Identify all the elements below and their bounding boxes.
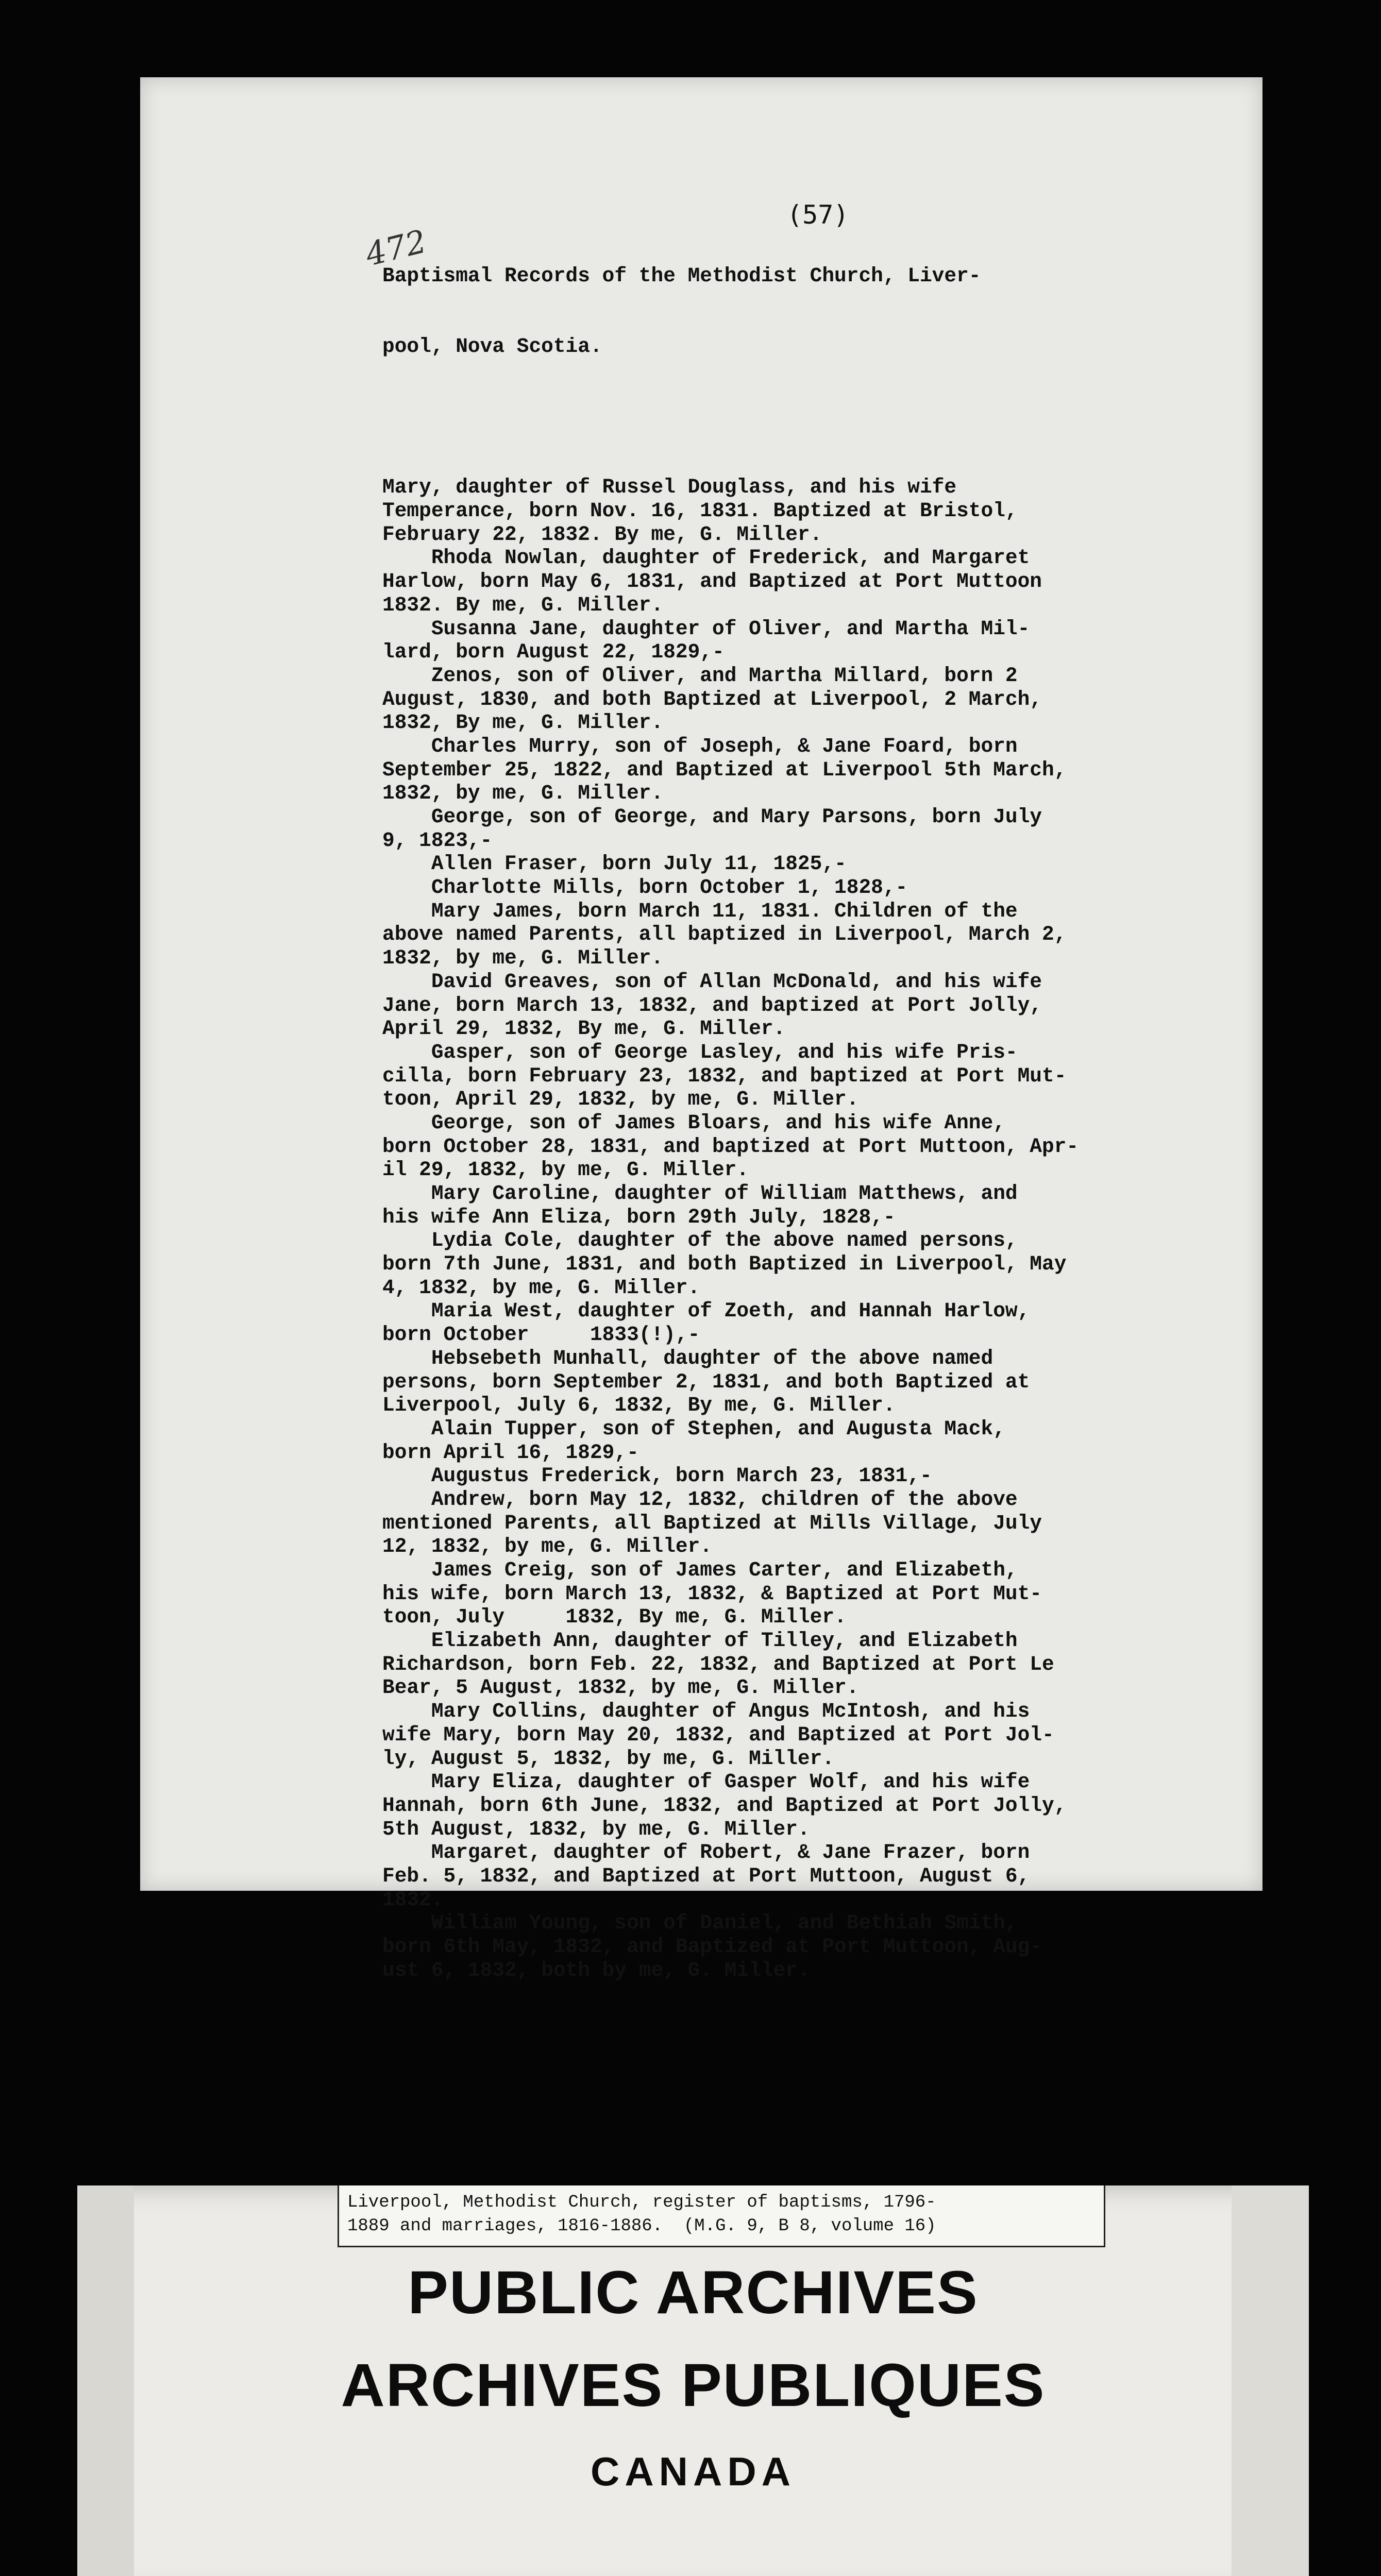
document-title: [382, 217, 1197, 405]
record-line: 9, 1823,-: [382, 828, 493, 852]
title-line: Baptismal Records of the Methodist Church, Liver-: [382, 264, 981, 287]
archives-name-french: ARCHIVES PUBLIQUES: [341, 2351, 1046, 2419]
archives-label: [77, 2185, 1309, 2576]
record-line: lard, born August 22, 1829,-: [382, 640, 725, 664]
record-line: Lydia Cole, daughter of the above named persons,: [382, 1229, 1018, 1252]
record-body: [382, 476, 1197, 1982]
record-line: George, son of George, and Mary Parsons, born July: [382, 805, 1042, 829]
record-line: 1832.: [382, 1888, 444, 1911]
record-line: Zenos, son of Oliver, and Martha Millard, born 2: [382, 664, 1018, 687]
record-line: Gasper, son of George Lasley, and his wife Pris-: [382, 1040, 1018, 1064]
record-line: Liverpool, July 6, 1832, By me, G. Miller.: [382, 1394, 896, 1417]
record-line: born April 16, 1829,-: [382, 1440, 639, 1464]
citation-line: Liverpool, Methodist Church, register of baptisms, 1796-: [347, 2193, 936, 2212]
record-line: Maria West, daughter of Zoeth, and Hannah Harlow,: [382, 1299, 1030, 1323]
record-line: born October 28, 1831, and baptized at Port Muttoon, Apr-: [382, 1134, 1079, 1158]
record-line: 1832. By me, G. Miller.: [382, 593, 664, 617]
record-line: 12, 1832, by me, G. Miller.: [382, 1535, 713, 1558]
page-number: (57): [787, 200, 849, 230]
title-line: pool, Nova Scotia.: [382, 334, 602, 358]
record-line: mentioned Parents, all Baptized at Mills Village, July: [382, 1511, 1042, 1535]
citation-line: 1889 and marriages, 1816-1886. (M.G. 9, B 8, volume 16): [347, 2216, 936, 2236]
record-line: 5th August, 1832, by me, G. Miller.: [382, 1817, 810, 1841]
record-line: William Young, son of Daniel, and Bethiah Smith,: [382, 1911, 1018, 1935]
record-line: Jane, born March 13, 1832, and baptized at Port Jolly,: [382, 993, 1042, 1017]
record-line: cilla, born February 23, 1832, and baptized at Port Mut-: [382, 1064, 1067, 1088]
record-line: persons, born September 2, 1831, and both Baptized at: [382, 1370, 1030, 1394]
handwritten-page-number: 472: [362, 222, 430, 274]
record-line: born 7th June, 1831, and both Baptized in Liverpool, May: [382, 1252, 1067, 1276]
record-line: Alain Tupper, son of Stephen, and Augusta Mack,: [382, 1417, 1005, 1440]
record-line: James Creig, son of James Carter, and Elizabeth,: [382, 1558, 1018, 1582]
record-line: Elizabeth Ann, daughter of Tilley, and Elizabeth: [382, 1629, 1018, 1653]
record-line: Susanna Jane, daughter of Oliver, and Martha Mil-: [382, 617, 1030, 640]
record-line: Mary Caroline, daughter of William Matthews, and: [382, 1182, 1018, 1206]
record-line: 1832, By me, G. Miller.: [382, 711, 664, 735]
record-line: toon, July 1832, By me, G. Miller.: [382, 1605, 847, 1629]
record-line: born 6th May, 1832, and Baptized at Port Muttoon, Aug-: [382, 1935, 1042, 1959]
citation-slip: [338, 2185, 1105, 2247]
record-line: April 29, 1832, By me, G. Miller.: [382, 1017, 786, 1041]
record-line: Mary, daughter of Russel Douglass, and his wife: [382, 476, 957, 499]
record-line: born October 1833(!),-: [382, 1323, 700, 1347]
record-line: his wife Ann Eliza, born 29th July, 1828,-: [382, 1205, 896, 1229]
record-line: Temperance, born Nov. 16, 1831. Baptized at Bristol,: [382, 499, 1018, 523]
record-line: Harlow, born May 6, 1831, and Baptized at Port Muttoon: [382, 570, 1042, 594]
record-line: Bear, 5 August, 1832, by me, G. Miller.: [382, 1676, 859, 1700]
record-line: wife Mary, born May 20, 1832, and Baptized at Port Jol-: [382, 1723, 1054, 1747]
record-line: Hebsebeth Munhall, daughter of the above named: [382, 1346, 993, 1370]
archives-name-english: PUBLIC ARCHIVES: [408, 2259, 979, 2327]
record-line: Augustus Frederick, born March 23, 1831,-: [382, 1464, 932, 1488]
record-line: toon, April 29, 1832, by me, G. Miller.: [382, 1088, 859, 1111]
record-line: 1832, by me, G. Miller.: [382, 782, 664, 805]
record-line: above named Parents, all baptized in Liverpool, March 2,: [382, 923, 1067, 946]
record-line: 4, 1832, by me, G. Miller.: [382, 1276, 700, 1299]
record-line: 1832, by me, G. Miller.: [382, 946, 664, 970]
record-line: Hannah, born 6th June, 1832, and Baptized at Port Jolly,: [382, 1793, 1067, 1817]
record-line: his wife, born March 13, 1832, & Baptized at Port Mut-: [382, 1582, 1042, 1605]
record-line: Mary James, born March 11, 1831. Children of the: [382, 899, 1018, 923]
record-line: August, 1830, and both Baptized at Liverpool, 2 March,: [382, 687, 1042, 711]
record-text: [382, 170, 1197, 2006]
record-line: Mary Collins, daughter of Angus McIntosh, and his: [382, 1700, 1030, 1723]
record-line: Mary Eliza, daughter of Gasper Wolf, and his wife: [382, 1770, 1030, 1794]
record-line: September 25, 1822, and Baptized at Liverpool 5th March,: [382, 758, 1067, 782]
record-line: ly, August 5, 1832, by me, G. Miller.: [382, 1747, 835, 1770]
record-line: il 29, 1832, by me, G. Miller.: [382, 1158, 749, 1182]
record-line: ust 6, 1832, both by me, G. Miller.: [382, 1958, 810, 1982]
archives-country: CANADA: [591, 2449, 796, 2494]
record-line: Richardson, born Feb. 22, 1832, and Baptized at Port Le: [382, 1652, 1054, 1676]
record-line: George, son of James Bloars, and his wife Anne,: [382, 1111, 1005, 1134]
record-line: Margaret, daughter of Robert, & Jane Frazer, born: [382, 1841, 1030, 1865]
record-line: February 22, 1832. By me, G. Miller.: [382, 522, 822, 546]
record-line: Andrew, born May 12, 1832, children of the above: [382, 1487, 1018, 1511]
record-line: David Greaves, son of Allan McDonald, and his wife: [382, 970, 1042, 993]
record-line: Rhoda Nowlan, daughter of Frederick, and Margaret: [382, 546, 1030, 570]
record-line: Charles Murry, son of Joseph, & Jane Foard, born: [382, 734, 1018, 758]
record-line: Charlotte Mills, born October 1, 1828,-: [382, 876, 908, 900]
record-line: Allen Fraser, born July 11, 1825,-: [382, 852, 847, 876]
record-line: Feb. 5, 1832, and Baptized at Port Muttoon, August 6,: [382, 1864, 1030, 1888]
